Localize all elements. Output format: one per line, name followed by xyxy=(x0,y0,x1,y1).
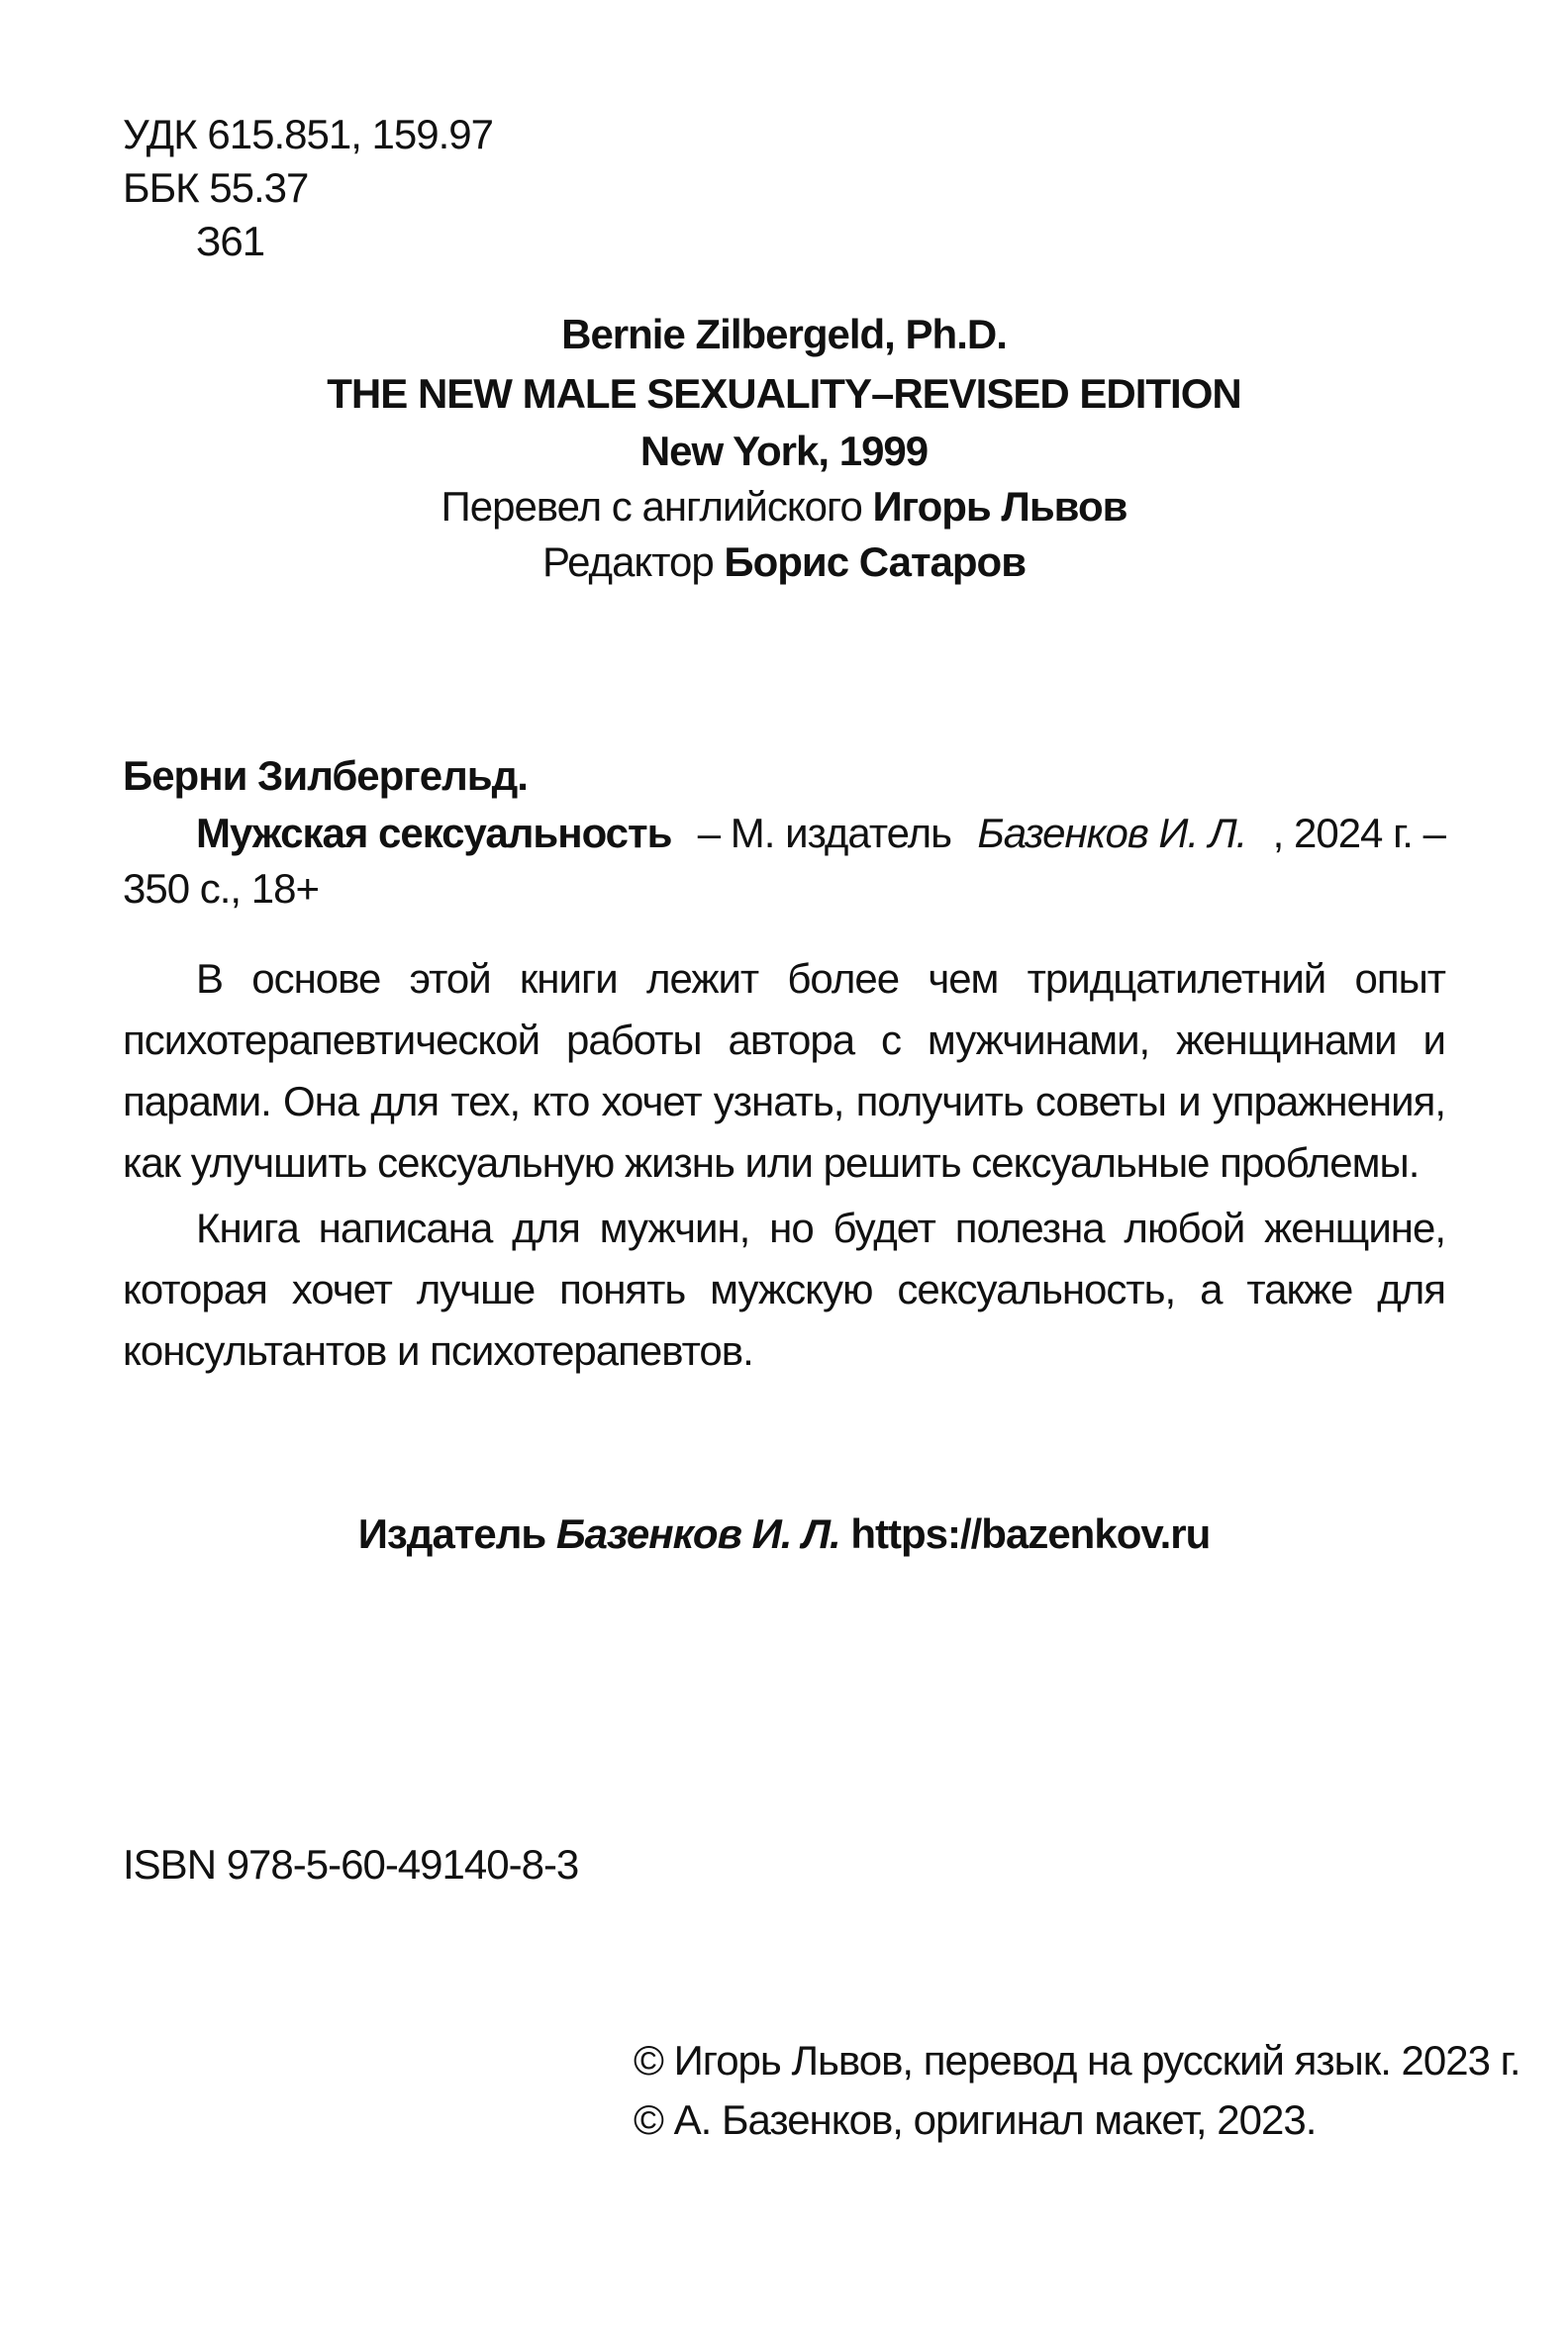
isbn: ISBN 978-5-60-49140-8-3 xyxy=(123,1841,579,1888)
translator-name: Игорь Львов xyxy=(872,483,1127,530)
copyright-layout: © А. Базенков, оригинал макет, 2023. xyxy=(634,2096,1317,2143)
record-publisher-name: Базенков И. Л. xyxy=(977,810,1247,856)
record-title-line xyxy=(196,806,1445,861)
annotation xyxy=(123,948,1445,1382)
udk-code: УДК 615.851, 159.97 xyxy=(123,111,493,157)
publisher-name: Базенков И. Л. xyxy=(555,1510,840,1557)
copyright-translation: © Игорь Львов, перевод на русский язык. 2023 г. xyxy=(634,2037,1520,2084)
publisher-url: https://bazenkov.ru xyxy=(850,1510,1211,1557)
editor-name: Борис Сатаров xyxy=(724,538,1027,585)
original-title: THE NEW MALE SEXUALITY–REVISED EDITION xyxy=(327,370,1241,417)
record-publisher-suffix: , 2024 г. – xyxy=(1272,810,1445,856)
translator-label: Перевел с английского xyxy=(441,483,862,530)
editor-line xyxy=(0,534,1568,590)
record-pages: 350 с., 18+ xyxy=(123,865,319,912)
original-place-year: New York, 1999 xyxy=(639,428,929,474)
record-author: Берни Зилбергельд. xyxy=(123,752,528,799)
annotation-paragraph-1: В основе этой книги лежит более чем тридцатилетний опыт психотерапевтической работы автора с мужчинами, женщинами и парами. Она для тех, кто хочет узнать, получить советы и упражнения, как улучшить сексуальную жизнь или решить сексуальные проблемы. xyxy=(123,955,1445,1186)
translator-line xyxy=(0,479,1568,534)
record-title: Мужская сексуальность xyxy=(196,810,672,856)
publisher-line xyxy=(0,1506,1568,1562)
record-publisher-prefix: – М. издатель xyxy=(697,810,951,856)
publisher-label: Издатель xyxy=(357,1510,546,1557)
original-author: Bernie Zilbergeld, Ph.D. xyxy=(561,311,1007,357)
annotation-paragraph-2: Книга написана для мужчин, но будет полезна любой женщине, которая хочет лучше понять мужскую сексуальность, а также для консультантов и психотерапевтов. xyxy=(123,1205,1445,1374)
author-mark: З61 xyxy=(196,218,265,264)
editor-label: Редактор xyxy=(541,538,714,585)
bbk-code: ББК 55.37 xyxy=(123,164,309,211)
